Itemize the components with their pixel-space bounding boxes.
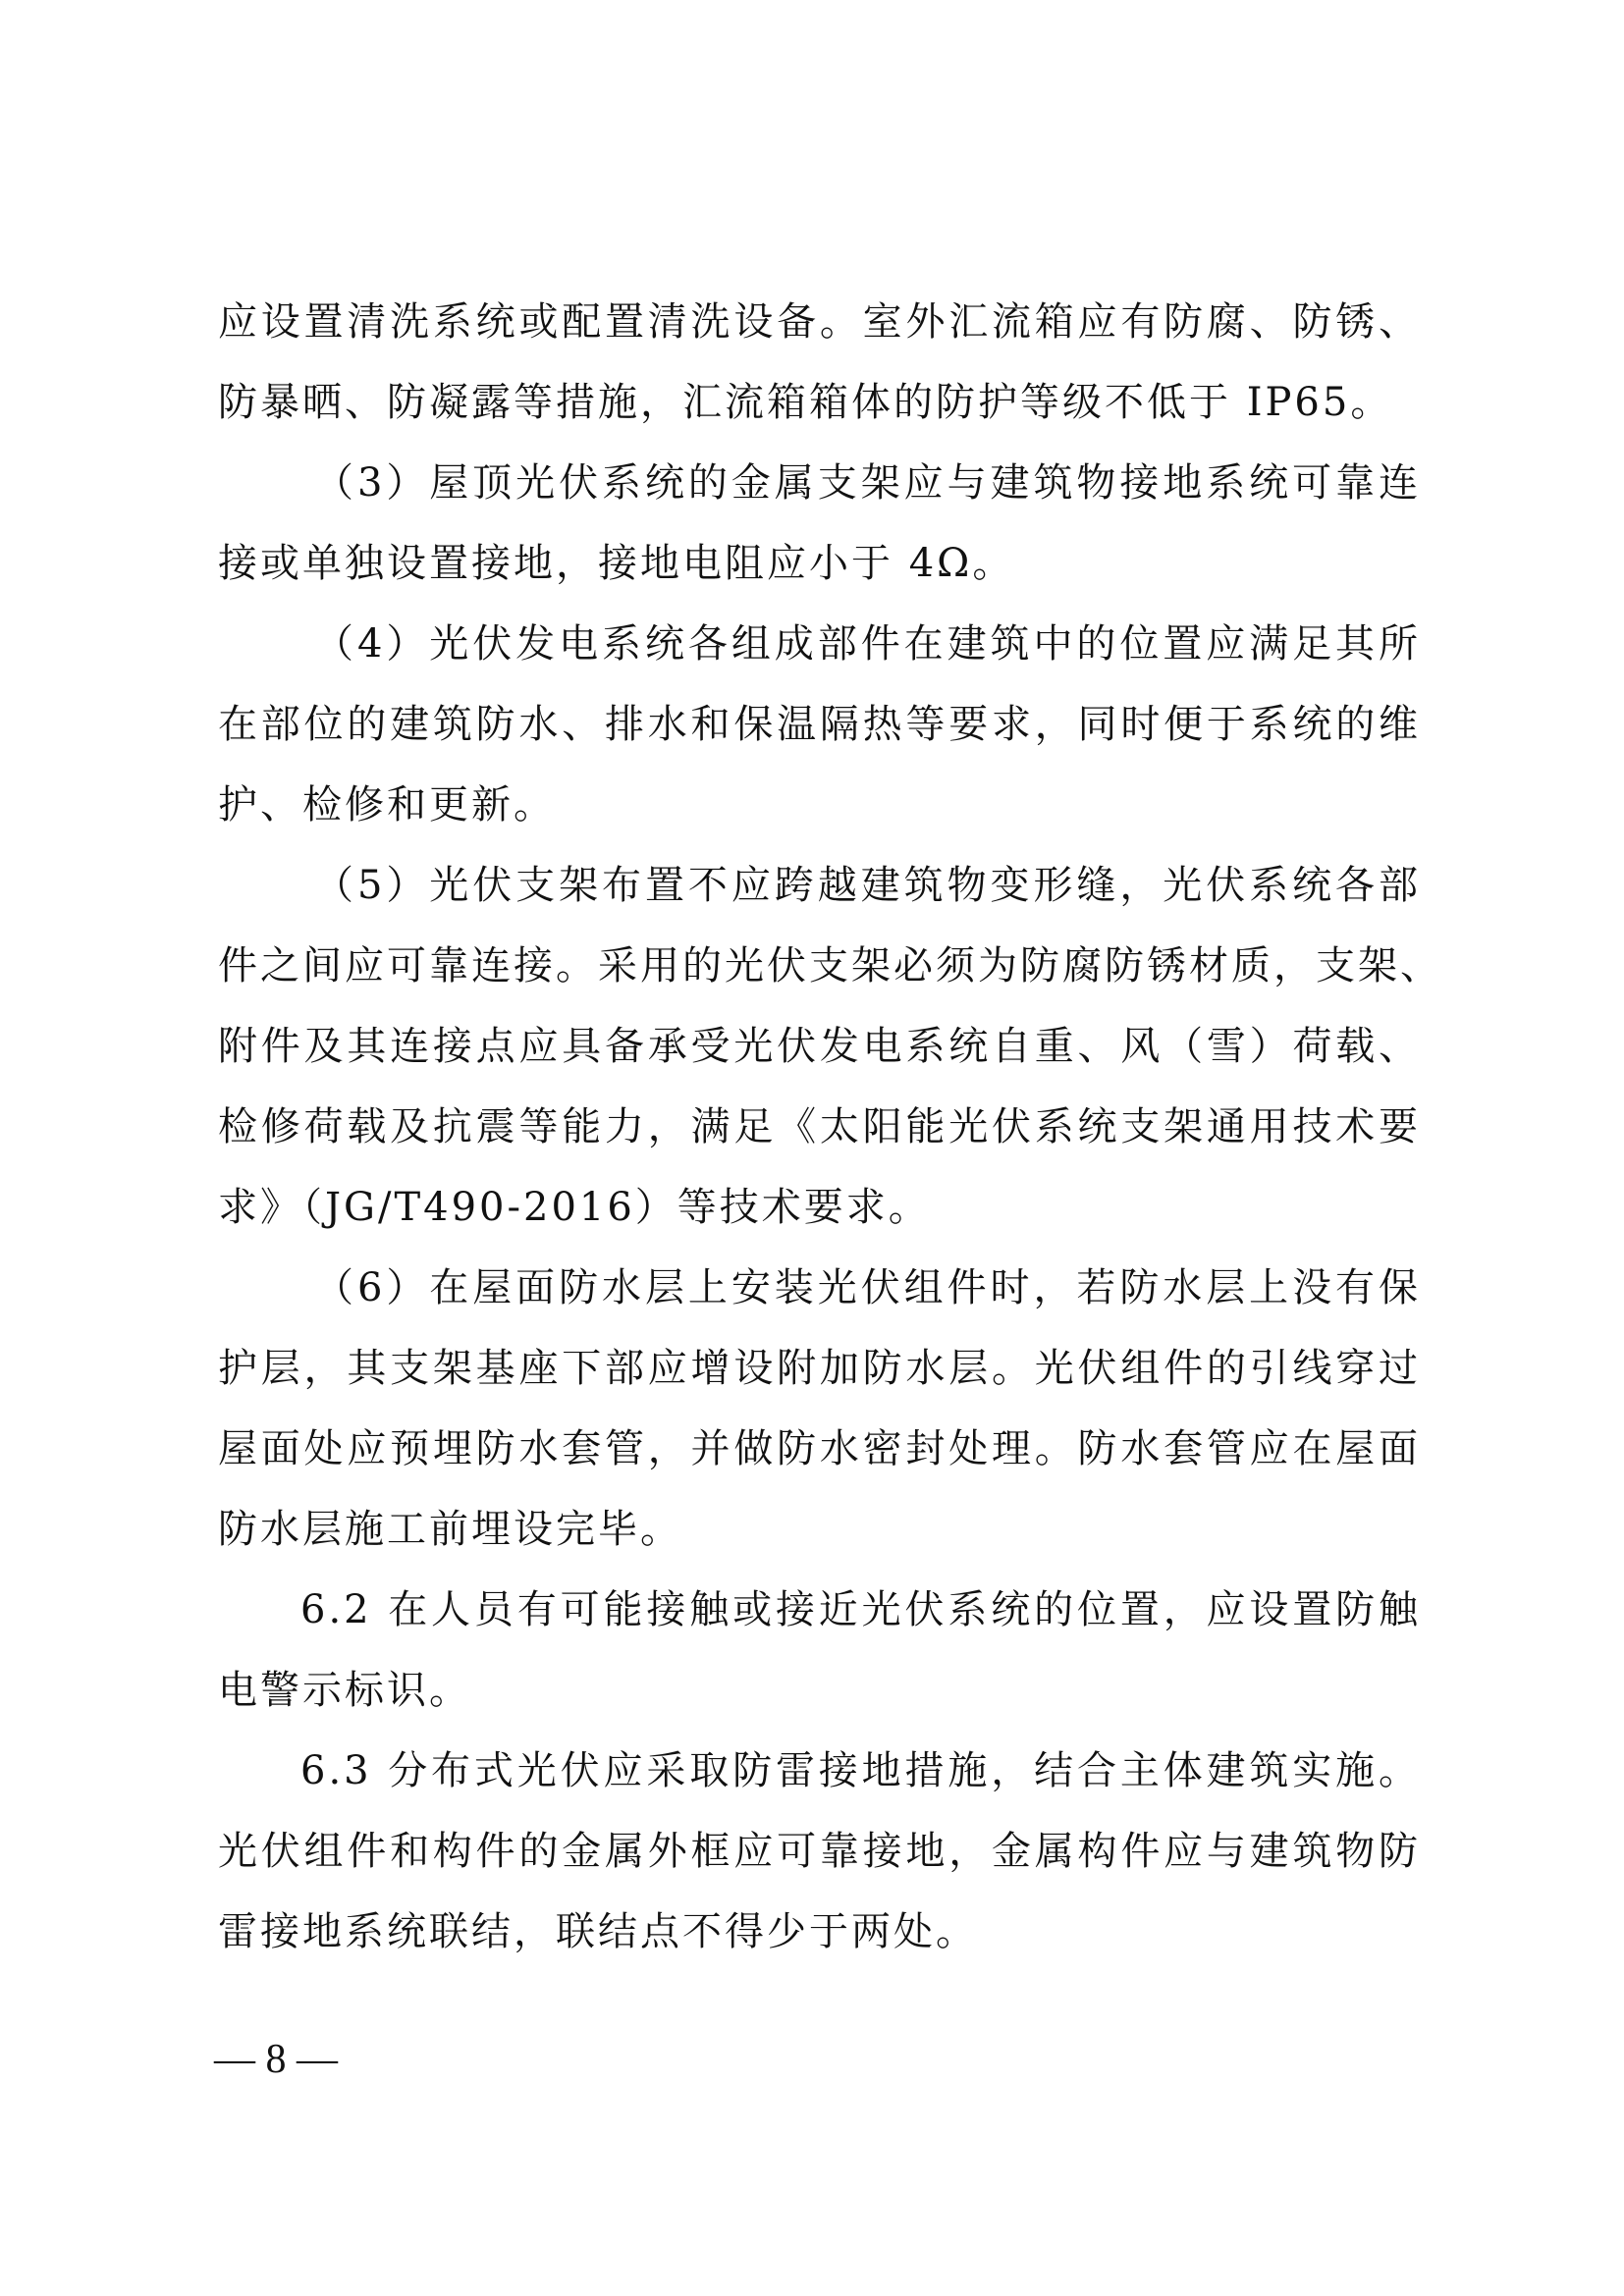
item-4-line-1: （4）光伏发电系统各组成部件在建筑中的位置应满足其所 bbox=[314, 621, 1421, 667]
item-6-line-1: （6）在屋面防水层上安装光伏组件时，若防水层上没有保 bbox=[314, 1265, 1421, 1310]
clause-6-2-line-1: 6.2 在人员有可能接触或接近光伏系统的位置，应设置防触 bbox=[300, 1587, 1421, 1632]
item-3-line-2: 接或单独设置接地，接地电阻应小于 4Ω。 bbox=[218, 541, 1015, 586]
item-6-line-2: 护层，其支架基座下部应增设附加防水层。光伏组件的引线穿过 bbox=[218, 1346, 1421, 1391]
item-3-line-1: （3）屋顶光伏系统的金属支架应与建筑物接地系统可靠连 bbox=[314, 460, 1421, 506]
clause-6-2-line-2: 电警示标识。 bbox=[218, 1668, 471, 1713]
item-5-line-2: 件之间应可靠连接。采用的光伏支架必须为防腐防锈材质，支架、 bbox=[218, 943, 1442, 988]
text-line-1: 应设置清洗系统或配置清洗设备。室外汇流箱应有防腐、防锈、 bbox=[218, 299, 1421, 345]
clause-6-3-line-3: 雷接地系统联结，联结点不得少于两处。 bbox=[218, 1909, 978, 1954]
item-4-line-3: 护、检修和更新。 bbox=[218, 782, 556, 828]
item-5-line-3: 附件及其连接点应具备承受光伏发电系统自重、风（雪）荷载、 bbox=[218, 1024, 1421, 1069]
clause-6-3-line-1: 6.3 分布式光伏应采取防雷接地措施，结合主体建筑实施。 bbox=[300, 1748, 1421, 1793]
clause-6-3-line-2: 光伏组件和构件的金属外框应可靠接地，金属构件应与建筑物防 bbox=[218, 1829, 1421, 1874]
item-6-line-3: 屋面处应预埋防水套管，并做防水密封处理。防水套管应在屋面 bbox=[218, 1426, 1421, 1471]
item-5-line-4: 检修荷载及抗震等能力，满足《太阳能光伏系统支架通用技术要 bbox=[218, 1104, 1421, 1149]
item-5-line-1: （5）光伏支架布置不应跨越建筑物变形缝，光伏系统各部 bbox=[314, 863, 1421, 908]
item-6-line-4: 防水层施工前埋设完毕。 bbox=[218, 1507, 682, 1552]
item-4-line-2: 在部位的建筑防水、排水和保温隔热等要求，同时便于系统的维 bbox=[218, 702, 1421, 747]
text-line-2: 防暴晒、防凝露等措施，汇流箱箱体的防护等级不低于 IP65。 bbox=[218, 380, 1393, 425]
page-number: — 8 — bbox=[214, 2037, 338, 2082]
item-5-line-5: 求》（JG/T490-2016）等技术要求。 bbox=[218, 1185, 931, 1230]
